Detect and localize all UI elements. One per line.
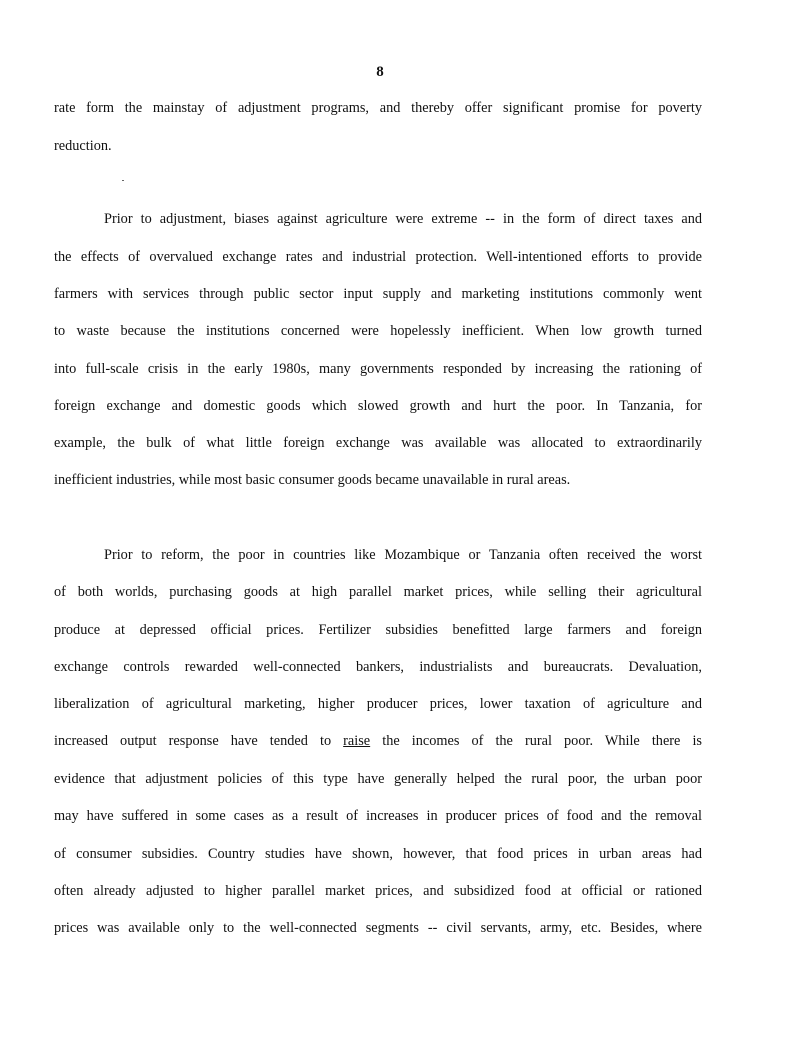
- paragraph-line-with-emphasis: [54, 732, 702, 750]
- paragraph-line: example, the bulk of what little foreign exchange was available was allocated to extraordinarily: [54, 435, 702, 451]
- paragraph-line: the effects of overvalued exchange rates and industrial protection. Well-intentioned efforts to provide: [54, 249, 702, 265]
- paragraph-line: inefficient industries, while most basic consumer goods became unavailable in rural areas.: [54, 472, 571, 488]
- paragraph-line: of both worlds, purchasing goods at high parallel market prices, while selling their agricultural: [54, 584, 702, 600]
- paragraph-line: produce at depressed official prices. Fertilizer subsidies benefitted large farmers and foreign: [54, 622, 702, 638]
- paragraph-line: liberalization of agricultural marketing, higher producer prices, lower taxation of agriculture and: [54, 696, 702, 712]
- paragraph-line: into full-scale crisis in the early 1980s, many governments responded by increasing the rationing of: [54, 361, 702, 377]
- line-segment: increased output response have tended to: [54, 733, 344, 749]
- paragraph-line: farmers with services through public sector input supply and marketing institutions commonly went: [54, 286, 702, 302]
- scan-speck: [122, 180, 124, 181]
- paragraph-line: evidence that adjustment policies of this type have generally helped the rural poor, the urban poor: [54, 771, 702, 787]
- paragraph-line: Prior to adjustment, biases against agriculture were extreme -- in the form of direct taxes and: [104, 211, 702, 227]
- paragraph-line: may have suffered in some cases as a result of increases in producer prices of food and the removal: [54, 808, 702, 824]
- paragraph-line: rate form the mainstay of adjustment programs, and thereby offer significant promise for poverty: [54, 100, 702, 116]
- underlined-word: raise: [343, 733, 371, 749]
- paragraph-line: reduction.: [54, 138, 112, 154]
- paragraph-line: exchange controls rewarded well-connected bankers, industrialists and bureaucrats. Devaluation,: [54, 659, 702, 675]
- paragraph-line: of consumer subsidies. Country studies have shown, however, that food prices in urban areas had: [54, 846, 702, 862]
- paragraph-line: to waste because the institutions concerned were hopelessly inefficient. When low growth turned: [54, 323, 702, 339]
- page-number: 8: [376, 64, 384, 80]
- line-segment: the incomes of the rural poor. While there is: [370, 733, 702, 749]
- paragraph-line: prices was available only to the well-connected segments -- civil servants, army, etc. Besides, where: [54, 920, 702, 936]
- paragraph-line: often already adjusted to higher parallel market prices, and subsidized food at official or rationed: [54, 883, 702, 899]
- paragraph-line: Prior to reform, the poor in countries like Mozambique or Tanzania often received the worst: [104, 547, 702, 563]
- paragraph-line: foreign exchange and domestic goods which slowed growth and hurt the poor. In Tanzania, for: [54, 398, 702, 414]
